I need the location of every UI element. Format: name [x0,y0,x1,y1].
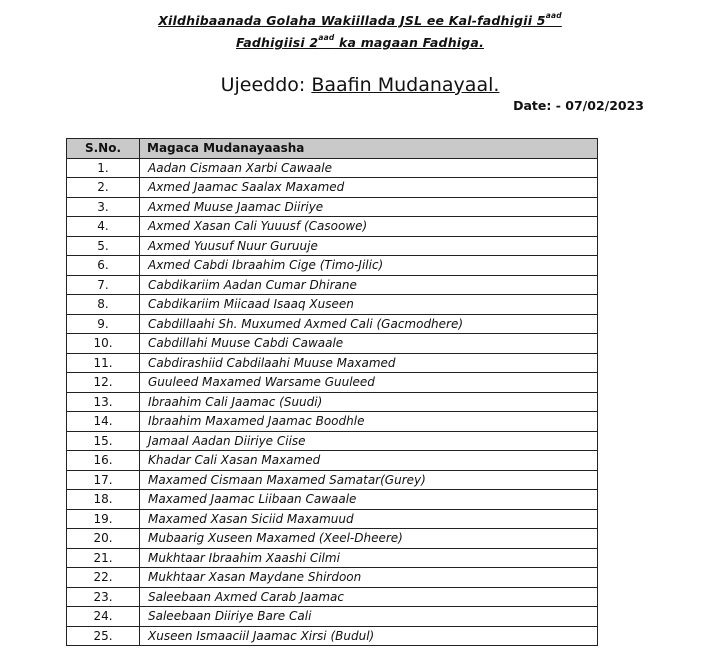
serial-number-cell: 9. [67,314,140,334]
title-line-1-text: Xildhibaanada Golaha Wakiillada JSL ee Kal-fadhigii 5 [158,13,546,28]
table-row [67,353,598,373]
document-date: Date: - 07/02/2023 [513,98,644,113]
title-line-1-superscript: aad [545,11,562,20]
serial-number-cell: 13. [67,392,140,412]
serial-number-cell: 5. [67,236,140,256]
member-name-cell: Mubaarig Xuseen Maxamed (Xeel-Dheere) [140,529,598,549]
table-row [67,314,598,334]
serial-number-cell: 4. [67,217,140,237]
table-row [67,256,598,276]
member-name-cell: Mukhtaar Xasan Maydane Shirdoon [140,568,598,588]
column-header-member-name: Magaca Mudanayaasha [140,139,598,159]
table-row [67,431,598,451]
table-row [67,568,598,588]
member-name-cell: Xuseen Ismaaciil Jaamac Xirsi (Budul) [140,626,598,646]
table-row [67,626,598,646]
table-header-row [67,139,598,159]
member-name-cell: Guuleed Maxamed Warsame Guuleed [140,373,598,393]
table-row [67,587,598,607]
table-row [67,470,598,490]
member-name-cell: Maxamed Jaamac Liibaan Cawaale [140,490,598,510]
subject-line [0,74,720,96]
serial-number-cell: 1. [67,158,140,178]
member-name-cell: Aadan Cismaan Xarbi Cawaale [140,158,598,178]
table-row [67,548,598,568]
subject-value: Baafin Mudanayaal. [311,74,500,96]
member-name-cell: Axmed Yuusuf Nuur Guruuje [140,236,598,256]
member-name-cell: Axmed Cabdi Ibraahim Cige (Timo-Jilic) [140,256,598,276]
serial-number-cell: 23. [67,587,140,607]
subject-label: Ujeeddo: [220,74,312,96]
serial-number-cell: 6. [67,256,140,276]
serial-number-cell: 16. [67,451,140,471]
serial-number-cell: 8. [67,295,140,315]
table-row [67,197,598,217]
table-row [67,607,598,627]
title-line-2-superscript: aad [318,33,335,42]
serial-number-cell: 14. [67,412,140,432]
serial-number-cell: 15. [67,431,140,451]
table-row [67,236,598,256]
table-row [67,509,598,529]
serial-number-cell: 22. [67,568,140,588]
serial-number-cell: 21. [67,548,140,568]
member-name-cell: Maxamed Cismaan Maxamed Samatar(Gurey) [140,470,598,490]
table-row [67,275,598,295]
member-name-cell: Ibraahim Maxamed Jaamac Boodhle [140,412,598,432]
member-name-cell: Mukhtaar Ibraahim Xaashi Cilmi [140,548,598,568]
member-name-cell: Cabdirashiid Cabdilaahi Muuse Maxamed [140,353,598,373]
member-name-cell: Cabdikariim Aadan Cumar Dhirane [140,275,598,295]
serial-number-cell: 3. [67,197,140,217]
serial-number-cell: 20. [67,529,140,549]
member-name-cell: Saleebaan Diiriye Bare Cali [140,607,598,627]
table-row [67,490,598,510]
serial-number-cell: 19. [67,509,140,529]
member-name-cell: Khadar Cali Xasan Maxamed [140,451,598,471]
table-row [67,295,598,315]
table-row [67,373,598,393]
serial-number-cell: 2. [67,178,140,198]
member-name-cell: Cabdikariim Miicaad Isaaq Xuseen [140,295,598,315]
table-row [67,451,598,471]
table-row [67,412,598,432]
serial-number-cell: 24. [67,607,140,627]
serial-number-cell: 10. [67,334,140,354]
title-line-2-suffix: ka magaan Fadhiga. [334,35,485,50]
member-name-cell: Axmed Muuse Jaamac Diiriye [140,197,598,217]
member-name-cell: Maxamed Xasan Siciid Maxamuud [140,509,598,529]
serial-number-cell: 7. [67,275,140,295]
member-name-cell: Jamaal Aadan Diiriye Ciise [140,431,598,451]
serial-number-cell: 11. [67,353,140,373]
table-row [67,334,598,354]
members-table [66,138,598,646]
serial-number-cell: 18. [67,490,140,510]
document-title-line-1 [0,13,720,28]
table-row [67,158,598,178]
table-row [67,178,598,198]
table-row [67,392,598,412]
table-row [67,217,598,237]
document-title-line-2 [0,35,720,50]
member-name-cell: Cabdillahi Muuse Cabdi Cawaale [140,334,598,354]
member-name-cell: Axmed Jaamac Saalax Maxamed [140,178,598,198]
column-header-serial-number: S.No. [67,139,140,159]
title-line-2-prefix: Fadhigiisi 2 [235,35,319,50]
member-name-cell: Ibraahim Cali Jaamac (Suudi) [140,392,598,412]
serial-number-cell: 12. [67,373,140,393]
member-name-cell: Saleebaan Axmed Carab Jaamac [140,587,598,607]
serial-number-cell: 25. [67,626,140,646]
member-name-cell: Cabdillaahi Sh. Muxumed Axmed Cali (Gacmodhere) [140,314,598,334]
member-name-cell: Axmed Xasan Cali Yuuusf (Casoowe) [140,217,598,237]
serial-number-cell: 17. [67,470,140,490]
table-row [67,529,598,549]
